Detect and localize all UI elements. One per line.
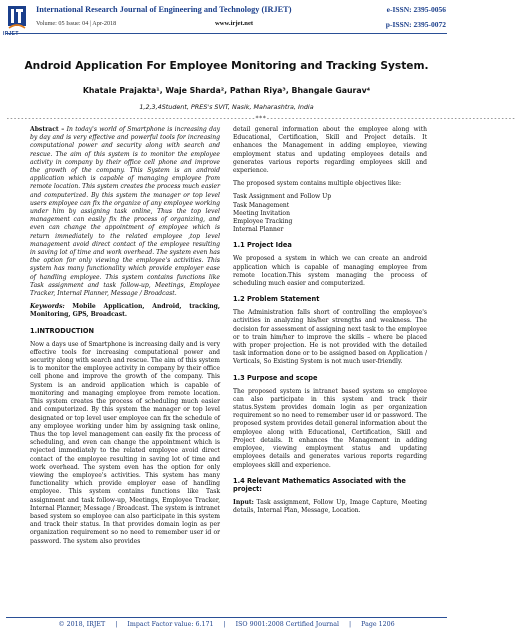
objectives-intro: The proposed system contains multiple objectives like:: [233, 180, 402, 188]
objectives-list: [233, 193, 427, 234]
abstract-text: In today's world of Smartphone is increasing day by day and is very effective and powerful tools for increasing computational power and security along with search and rescue. The aim of this system is to monitor the employee activity in company by their office cell phone and improve the growth of the company. This System is an android application which is capable of managing employee from remote location. This system creates the process much easier and computerized. By this system the manager or top level users employee can fix the organize of any employee working under him by assigning task online, Thus the top level management can easily fix the process of organizing, and even can change the appointment of employee which is return immediately to the related employee ,top level management avoid direct contact of the employee resulting in saving lot of time and work overhead. The system even has the option for only viewing the employee's activities. This system has many functionality which provide employer ease of handling employee. This system contains functions like Task assignment and task follow-up, Meetings, Employee Tracker, Internal Planner, Message / Broadcast.: [30, 126, 220, 298]
input-text: Task assignment, Follow Up, Image Capture, Meeting details, Internal Plan, Message, Location.: [233, 498, 427, 514]
section-heading-project-idea: 1.1 Project Idea: [233, 241, 292, 250]
list-item: Task Assignment and Follow Up: [233, 193, 332, 201]
pissn: p-ISSN: 2395-0072: [385, 20, 446, 29]
list-item: Employee Tracking: [233, 218, 293, 226]
project-idea-paragraph: We proposed a system in which we can create an android application which is capable of managing employee from remote location.This system managing the process of scheduling much easier and computerized.: [233, 255, 427, 288]
footer-divider: [6, 617, 447, 618]
logo-text: IRJET: [3, 31, 19, 37]
section-separator: ---------------------------------------------------------------------***---------------------------------------------------------------------: [6, 115, 515, 122]
page-footer: © 2018, IRJET | Impact Factor value: 6.171 | ISO 9001:2008 Certified Journal | Page 1206: [58, 621, 395, 628]
paragraph-continued: detail general information about the employee along with Educational, Certification, Skill and Project details. It enhances the Management in adding employee, viewing employment status and updating employees details and generates various reports regarding employees skill and experience.: [233, 126, 427, 175]
list-item: Meeting Invitation: [233, 209, 290, 217]
abstract-label: Abstract –: [30, 126, 65, 133]
right-column: [233, 126, 427, 520]
input-label: Input:: [233, 498, 254, 506]
purpose-scope-paragraph: The proposed system is intranet based system so employee can also participate in this system and track their status.System provides domain login as per organization requirement so no need to remember user id or password. The proposed system provides detail general information about the employee along with Educational, Certification, Skill and Project details. It enhances the Management in adding employee, viewing employment status and updating employees details and generates various reports regarding employees skill and experience.: [233, 387, 427, 469]
intro-paragraph: Now a days use of Smartphone is increasing daily and is very effective tools for increasing computational power and security along with search and rescue. The aim of this system is to monitor the employee activity in company by their office cell phone and improve the growth of the company. This System is an android application which is capable of monitoring and managing employee from remote location. This system creates the process of scheduling much easier and computerized. By this system the manager or top level designated or top level user employee can fix the schedule of any employee working under him by assigning task online, Thus the top level management can easily fix the process of scheduling, and even can change the appointment which is rejected immediately to the related employee avoid direct contact of the employee resulting in saving lot of time and work overhead. The system even has the option for only viewing the employee's activities. This system has many functionality which provide employer ease of handling employee. This system contains functions like Task assignment and task follow-up, Meetings, Employee Tracker, Internal Planner, Message / Broadcast. The system is intranet based system so employee can also participate in this system and track their status. In that provides domain login as per organization requirement so no need to remember user id or password. The system also provides: [30, 340, 220, 545]
keywords: [30, 303, 220, 319]
eissn: e-ISSN: 2395-0056: [386, 5, 446, 14]
list-item: Task Management: [233, 201, 290, 209]
paper-authors: Khatale Prajakta¹, Waje Sharda², Pathan Riya³, Bhangale Gaurav⁴: [82, 86, 371, 95]
paper-title: Android Application For Employee Monitoring and Tracking System.: [24, 60, 429, 72]
author-affiliation: 1,2,3,4Student, PRES's SVIT, Nasik, Maharashtra, India: [139, 103, 314, 111]
journal-header: [0, 0, 453, 38]
section-heading-purpose-scope: 1.3 Purpose and scope: [233, 373, 318, 382]
journal-title: International Research Journal of Engineering and Technology (IRJET): [36, 5, 292, 14]
abstract: [30, 126, 220, 298]
section-heading-mathematics: 1.4 Relevant Mathematics Associated with the project:: [233, 476, 406, 493]
list-item: Internal Planner: [233, 226, 284, 234]
section-heading-problem-statement: 1.2 Problem Statement: [233, 295, 320, 304]
journal-website[interactable]: www.irjet.net: [215, 20, 254, 27]
problem-statement-paragraph: The Administration falls short of controlling the employee's activities in analyzing his/her strengths and weakness. The decision for assessment of assigning next task to the employee or to train him/her to improve the skills – where be placed with proper projection. He is not provided with the detailed task information done or to be assigned based on Application / Verticals, So Existing System is not much user-friendly.: [233, 309, 427, 366]
intro-heading: 1.INTRODUCTION: [30, 326, 94, 335]
left-column: [30, 126, 220, 551]
volume-issue: Volume: 05 Issue: 04 | Apr-2018: [36, 20, 117, 27]
keywords-label: Keywords:: [30, 303, 65, 311]
input-paragraph: [233, 499, 427, 515]
irjet-logo-icon: [6, 4, 28, 32]
keywords-text: Mobile Application, Android, tracking, Monitoring, GPS, Broadcast.: [30, 303, 220, 319]
header-divider: [6, 33, 447, 34]
